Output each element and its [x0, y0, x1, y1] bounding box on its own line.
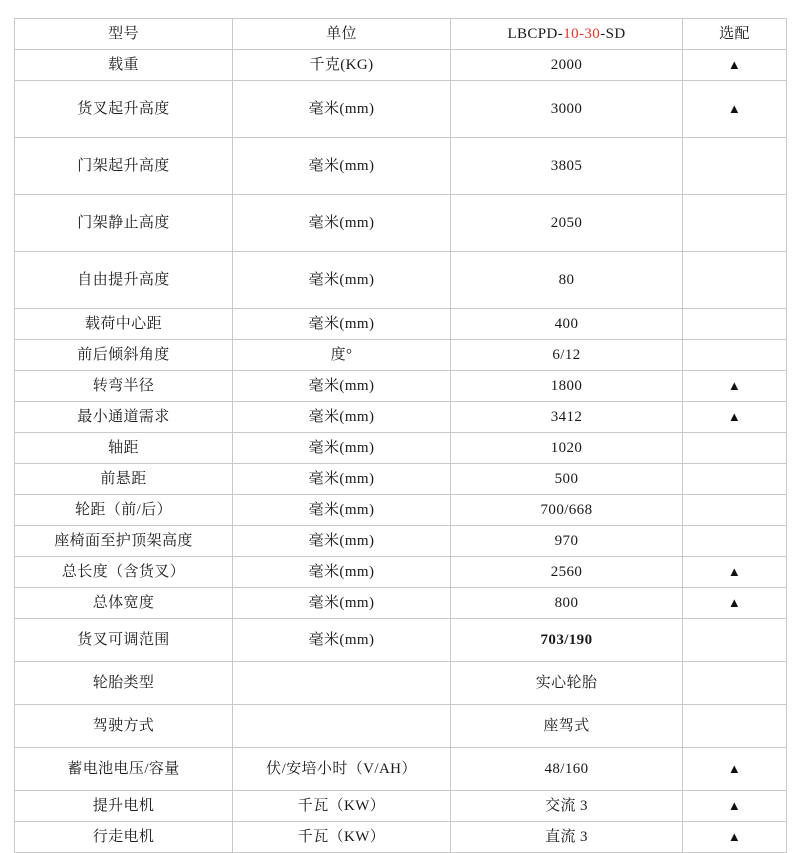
spec-unit: 毫米(mm) [233, 464, 451, 495]
table-row [15, 705, 787, 748]
spec-unit: 毫米(mm) [233, 402, 451, 433]
spec-name: 轮距（前/后） [15, 495, 233, 526]
spec-unit: 千瓦（KW） [233, 822, 451, 853]
table-row [15, 526, 787, 557]
table-row [15, 557, 787, 588]
spec-value: 3000 [451, 81, 683, 138]
spec-value: 48/160 [451, 748, 683, 791]
spec-unit: 毫米(mm) [233, 309, 451, 340]
spec-value: 80 [451, 252, 683, 309]
spec-option [683, 138, 787, 195]
spec-name: 前后倾斜角度 [15, 340, 233, 371]
spec-unit: 毫米(mm) [233, 195, 451, 252]
spec-name: 最小通道需求 [15, 402, 233, 433]
option-triangle-icon: ▲ [727, 594, 742, 610]
spec-option [683, 340, 787, 371]
model-code-prefix: LBCPD- [507, 25, 564, 42]
spec-name: 驾驶方式 [15, 705, 233, 748]
specification-table [14, 18, 787, 853]
spec-value: 交流 3 [451, 791, 683, 822]
spec-name: 行走电机 [15, 822, 233, 853]
spec-option [683, 662, 787, 705]
spec-name: 门架静止高度 [15, 195, 233, 252]
option-triangle-icon: ▲ [727, 377, 742, 393]
spec-unit: 毫米(mm) [233, 619, 451, 662]
spec-option [683, 526, 787, 557]
spec-value: 970 [451, 526, 683, 557]
table-row [15, 371, 787, 402]
spec-unit: 毫米(mm) [233, 495, 451, 526]
spec-value: 2000 [451, 50, 683, 81]
table-row [15, 195, 787, 252]
spec-unit: 千瓦（KW） [233, 791, 451, 822]
table-row [15, 81, 787, 138]
spec-value: 3412 [451, 402, 683, 433]
table-row [15, 252, 787, 309]
table-row [15, 402, 787, 433]
spec-option [683, 619, 787, 662]
spec-name: 前悬距 [15, 464, 233, 495]
option-triangle-icon: ▲ [727, 563, 742, 579]
spec-name: 载重 [15, 50, 233, 81]
spec-option [683, 81, 787, 138]
spec-option [683, 822, 787, 853]
spec-unit: 毫米(mm) [233, 371, 451, 402]
table-row [15, 588, 787, 619]
spec-unit: 千克(KG) [233, 50, 451, 81]
table-row [15, 495, 787, 526]
header-model-code [451, 19, 683, 50]
spec-value: 1800 [451, 371, 683, 402]
spec-name: 载荷中心距 [15, 309, 233, 340]
table-body [15, 19, 787, 853]
spec-value: 实心轮胎 [451, 662, 683, 705]
spec-value: 703/190 [451, 619, 683, 662]
spec-name: 蓄电池电压/容量 [15, 748, 233, 791]
spec-value: 座驾式 [451, 705, 683, 748]
spec-unit: 毫米(mm) [233, 557, 451, 588]
model-code-highlight: 10-30 [563, 25, 601, 42]
spec-value: 3805 [451, 138, 683, 195]
spec-unit: 毫米(mm) [233, 433, 451, 464]
table-row [15, 309, 787, 340]
table-row [15, 138, 787, 195]
spec-value: 2050 [451, 195, 683, 252]
spec-option [683, 588, 787, 619]
spec-option [683, 748, 787, 791]
spec-unit: 毫米(mm) [233, 526, 451, 557]
spec-name: 座椅面至护顶架高度 [15, 526, 233, 557]
spec-name: 提升电机 [15, 791, 233, 822]
spec-option [683, 402, 787, 433]
table-row [15, 662, 787, 705]
table-header-row [15, 19, 787, 50]
spec-value: 6/12 [451, 340, 683, 371]
spec-value: 400 [451, 309, 683, 340]
spec-option [683, 433, 787, 464]
spec-unit: 毫米(mm) [233, 588, 451, 619]
spec-name: 总体宽度 [15, 588, 233, 619]
spec-name: 总长度（含货叉） [15, 557, 233, 588]
header-option: 选配 [683, 19, 787, 50]
spec-unit: 毫米(mm) [233, 252, 451, 309]
table-row [15, 748, 787, 791]
spec-unit: 度° [233, 340, 451, 371]
header-unit: 单位 [233, 19, 451, 50]
spec-value: 500 [451, 464, 683, 495]
spec-option [683, 371, 787, 402]
option-triangle-icon: ▲ [727, 56, 742, 72]
table-row [15, 464, 787, 495]
spec-name: 货叉可调范围 [15, 619, 233, 662]
spec-option [683, 557, 787, 588]
spec-option [683, 309, 787, 340]
spec-option [683, 50, 787, 81]
spec-unit: 伏/安培小时（V/AH） [233, 748, 451, 791]
spec-value: 1020 [451, 433, 683, 464]
table-row [15, 822, 787, 853]
spec-unit: 毫米(mm) [233, 138, 451, 195]
spec-name: 货叉起升高度 [15, 81, 233, 138]
option-triangle-icon: ▲ [727, 828, 742, 844]
table-row [15, 433, 787, 464]
option-triangle-icon: ▲ [727, 797, 742, 813]
spec-unit: 毫米(mm) [233, 81, 451, 138]
spec-value: 直流 3 [451, 822, 683, 853]
spec-option [683, 464, 787, 495]
option-triangle-icon: ▲ [727, 100, 742, 116]
model-code-suffix: -SD [600, 25, 626, 42]
spec-unit [233, 705, 451, 748]
spec-value: 2560 [451, 557, 683, 588]
spec-option [683, 252, 787, 309]
spec-value: 700/668 [451, 495, 683, 526]
spec-option [683, 495, 787, 526]
option-triangle-icon: ▲ [727, 760, 742, 776]
spec-option [683, 705, 787, 748]
option-triangle-icon: ▲ [727, 408, 742, 424]
table-row [15, 50, 787, 81]
spec-name: 轮胎类型 [15, 662, 233, 705]
table-row [15, 619, 787, 662]
spec-value: 800 [451, 588, 683, 619]
spec-name: 自由提升高度 [15, 252, 233, 309]
header-model: 型号 [15, 19, 233, 50]
spec-unit [233, 662, 451, 705]
spec-name: 门架起升高度 [15, 138, 233, 195]
spec-option [683, 195, 787, 252]
spec-option [683, 791, 787, 822]
spec-name: 轴距 [15, 433, 233, 464]
table-row [15, 340, 787, 371]
spec-name: 转弯半径 [15, 371, 233, 402]
table-row [15, 791, 787, 822]
